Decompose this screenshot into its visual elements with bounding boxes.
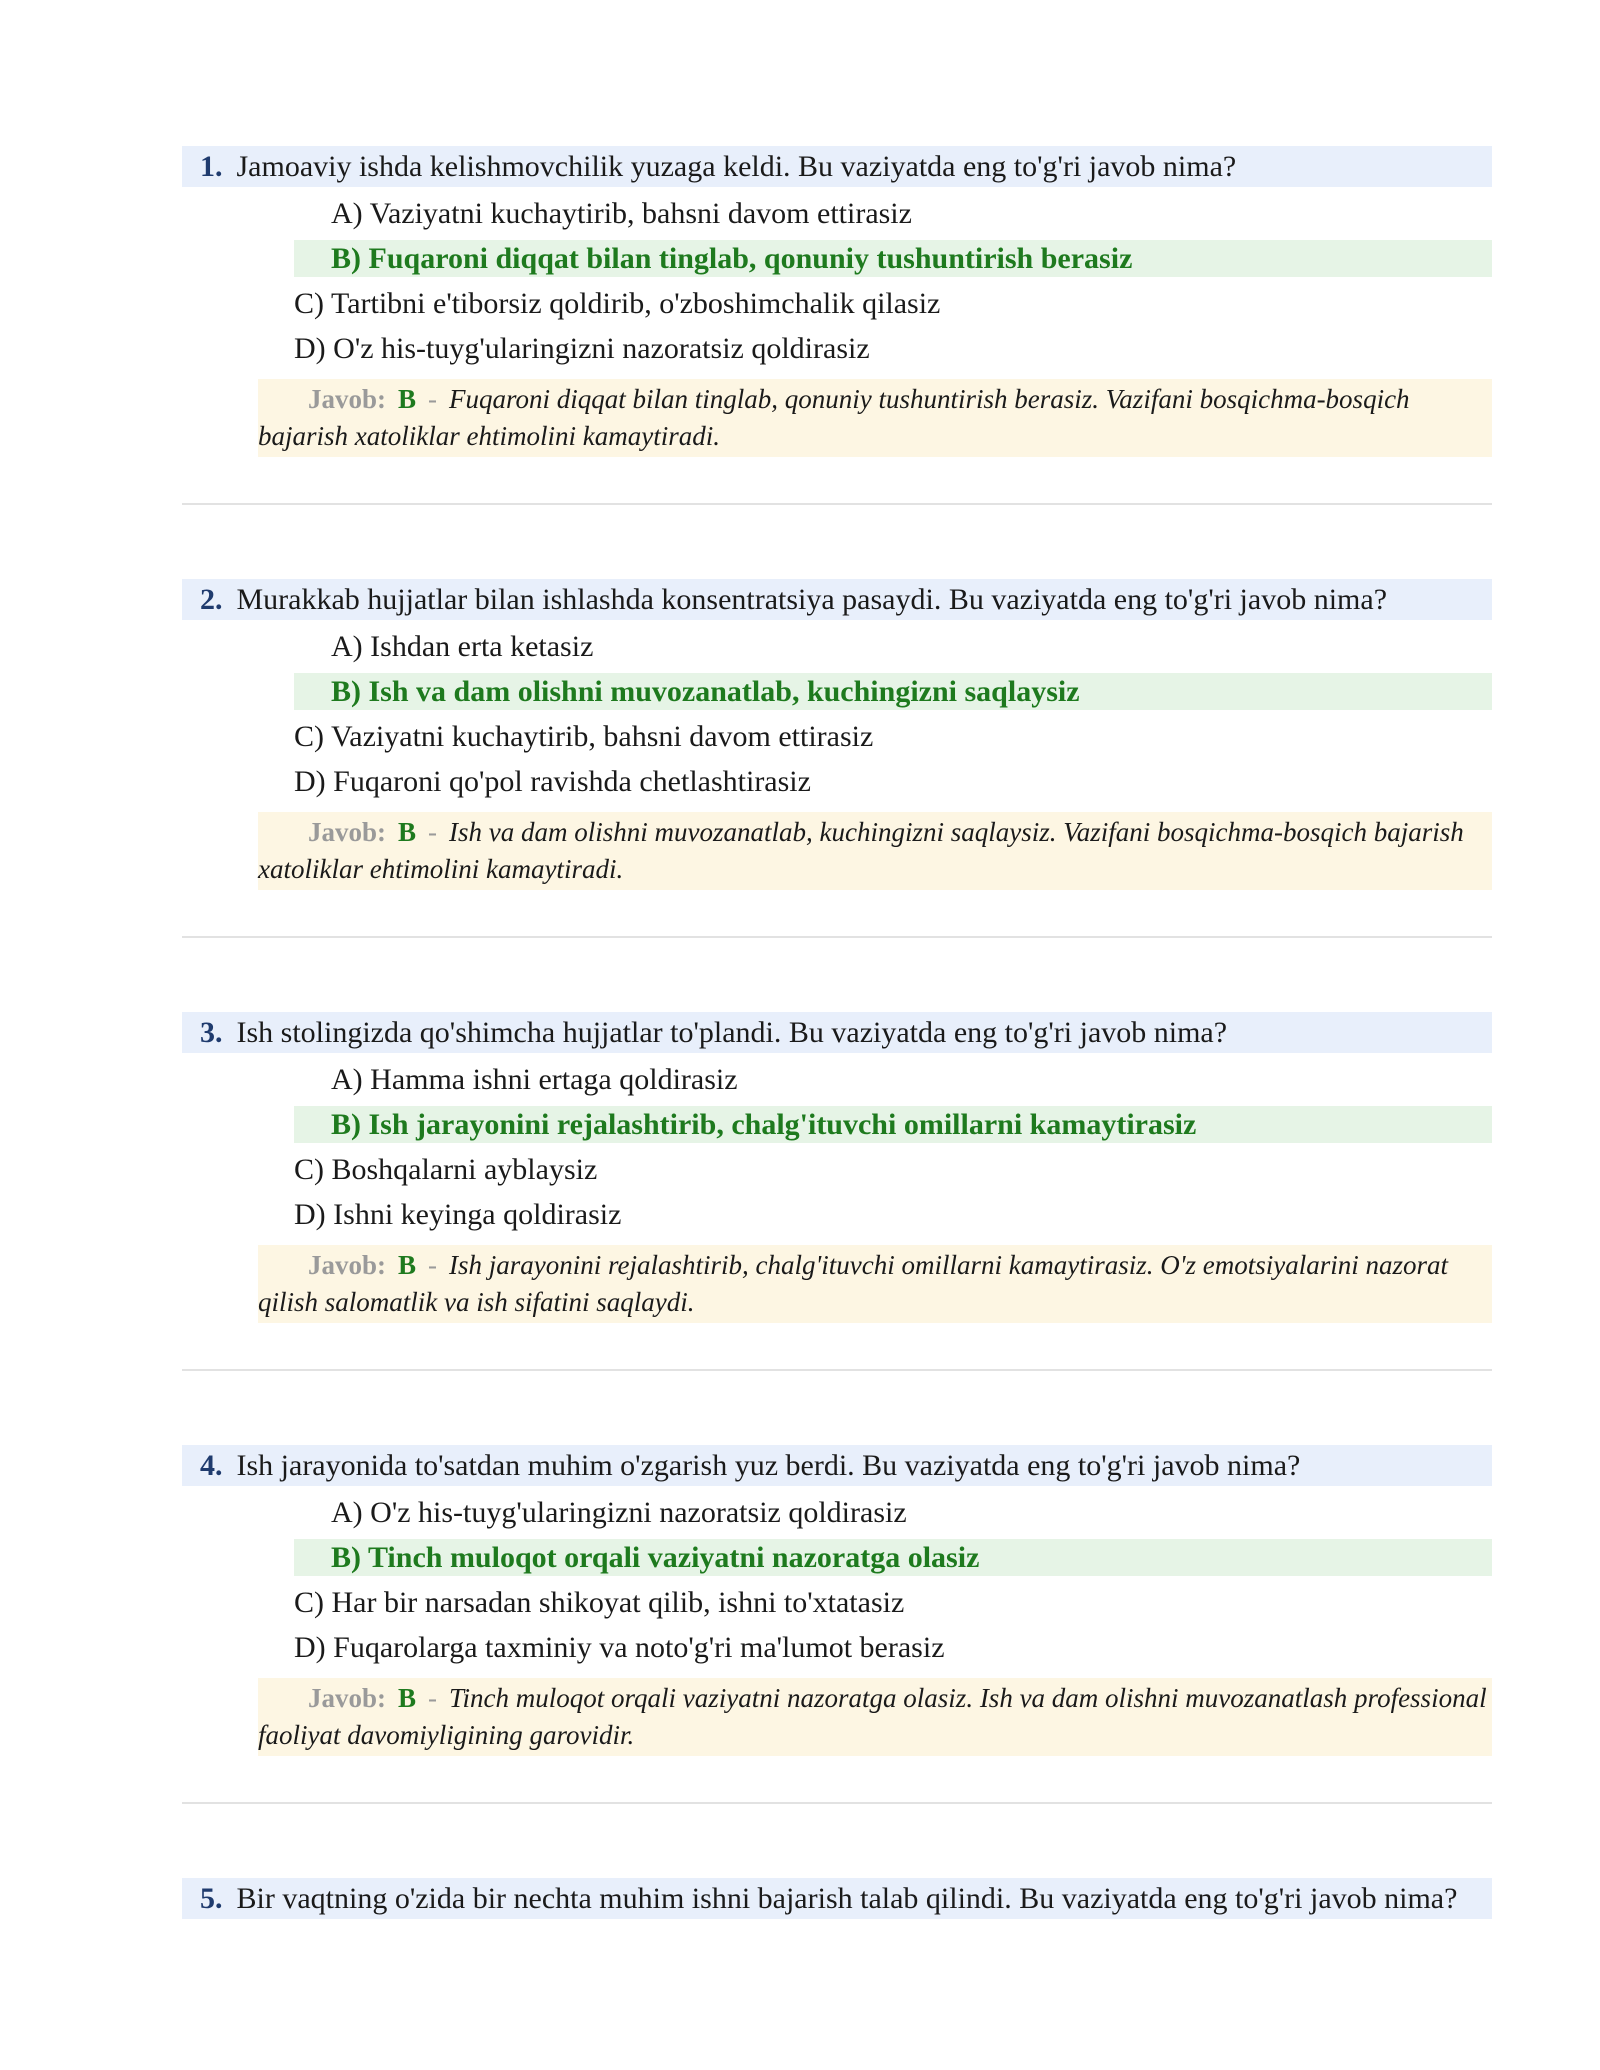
answer-explanation: [258, 379, 1492, 457]
answer-letter: B: [398, 1250, 417, 1280]
option-b-correct: B) Tinch muloqot orqali vaziyatni nazoratga olasiz: [294, 1539, 1492, 1576]
divider: [182, 936, 1492, 938]
answer-explanation: [258, 1678, 1492, 1756]
question-number: 5.: [200, 1882, 223, 1915]
answer-text: Ish jarayonini rejalashtirib, chalg'ituvchi omillarni kamaytirasiz. O'z emotsiyalarini nazorat qilish salomatlik va ish sifatini saqlaydi.: [258, 1250, 1449, 1317]
answer-dash: -: [428, 1683, 438, 1713]
question-header: [182, 146, 1492, 187]
answer-label: Javob:: [308, 1683, 387, 1713]
option-b-correct: B) Ish jarayonini rejalashtirib, chalg'ituvchi omillarni kamaytirasiz: [294, 1106, 1492, 1143]
question-number: 4.: [200, 1449, 223, 1482]
option-a: A) Ishdan erta ketasiz: [331, 630, 594, 663]
question-number: 2.: [200, 583, 223, 616]
option-c: C) Tartibni e'tiborsiz qoldirib, o'zboshimchalik qilasiz: [294, 287, 941, 320]
quiz-page: [182, 146, 1492, 1919]
answer-letter: B: [398, 384, 417, 414]
question-text: Ish jarayonida to'satdan muhim o'zgarish yuz berdi. Bu vaziyatda eng to'g'ri javob nima?: [236, 1449, 1301, 1482]
option-d: D) Fuqaroni qo'pol ravishda chetlashtirasiz: [294, 765, 811, 798]
answer-text: Ish va dam olishni muvozanatlab, kuchingizni saqlaysiz. Vazifani bosqichma-bosqich bajarish xatoliklar ehtimolini kamaytiradi.: [258, 817, 1464, 884]
answer-explanation: [258, 812, 1492, 890]
question-text: Murakkab hujjatlar bilan ishlashda konsentratsiya pasaydi. Bu vaziyatda eng to'g'ri javob nima?: [236, 583, 1388, 616]
question-header: [182, 579, 1492, 620]
question-text: Bir vaqtning o'zida bir nechta muhim ishni bajarish talab qilindi. Bu vaziyatda eng to'g'ri javob nima?: [236, 1882, 1458, 1915]
question-text: Ish stolingizda qo'shimcha hujjatlar to'plandi. Bu vaziyatda eng to'g'ri javob nima?: [236, 1016, 1228, 1049]
question-1: [182, 146, 1492, 505]
option-a: A) O'z his-tuyg'ularingizni nazoratsiz qoldirasiz: [331, 1496, 907, 1529]
answer-explanation: [258, 1245, 1492, 1323]
question-number: 1.: [200, 150, 223, 183]
divider: [182, 1369, 1492, 1371]
option-c: C) Har bir narsadan shikoyat qilib, ishni to'xtatasiz: [294, 1586, 905, 1619]
question-2: [182, 579, 1492, 938]
option-a: A) Hamma ishni ertaga qoldirasiz: [331, 1063, 738, 1096]
question-number: 3.: [200, 1016, 223, 1049]
question-text: Jamoaviy ishda kelishmovchilik yuzaga keldi. Bu vaziyatda eng to'g'ri javob nima?: [236, 150, 1237, 183]
option-b-correct: B) Fuqaroni diqqat bilan tinglab, qonuniy tushuntirish berasiz: [294, 240, 1492, 277]
option-c: C) Vaziyatni kuchaytirib, bahsni davom ettirasiz: [294, 720, 874, 753]
answer-letter: B: [398, 1683, 417, 1713]
option-d: D) Ishni keyinga qoldirasiz: [294, 1198, 622, 1231]
answer-dash: -: [428, 817, 438, 847]
answer-letter: B: [398, 817, 417, 847]
answer-label: Javob:: [308, 384, 387, 414]
answer-text: Fuqaroni diqqat bilan tinglab, qonuniy tushuntirish berasiz. Vazifani bosqichma-bosqich bajarish xatoliklar ehtimolini kamaytiradi.: [258, 384, 1410, 451]
answer-label: Javob:: [308, 817, 387, 847]
question-header: [182, 1878, 1492, 1919]
answer-label: Javob:: [308, 1250, 387, 1280]
option-a: A) Vaziyatni kuchaytirib, bahsni davom ettirasiz: [331, 197, 912, 230]
answer-dash: -: [428, 384, 438, 414]
option-d: D) Fuqarolarga taxminiy va noto'g'ri ma'lumot berasiz: [294, 1631, 945, 1664]
question-3: [182, 1012, 1492, 1371]
question-header: [182, 1012, 1492, 1053]
question-4: [182, 1445, 1492, 1804]
option-c: C) Boshqalarni ayblaysiz: [294, 1153, 598, 1186]
answer-dash: -: [428, 1250, 438, 1280]
option-d: D) O'z his-tuyg'ularingizni nazoratsiz qoldirasiz: [294, 332, 870, 365]
answer-text: Tinch muloqot orqali vaziyatni nazoratga olasiz. Ish va dam olishni muvozanatlash professional faoliyat davomiyligining garovidir.: [258, 1683, 1487, 1750]
divider: [182, 503, 1492, 505]
question-header: [182, 1445, 1492, 1486]
option-b-correct: B) Ish va dam olishni muvozanatlab, kuchingizni saqlaysiz: [294, 673, 1492, 710]
question-5: [182, 1878, 1492, 1919]
divider: [182, 1802, 1492, 1804]
